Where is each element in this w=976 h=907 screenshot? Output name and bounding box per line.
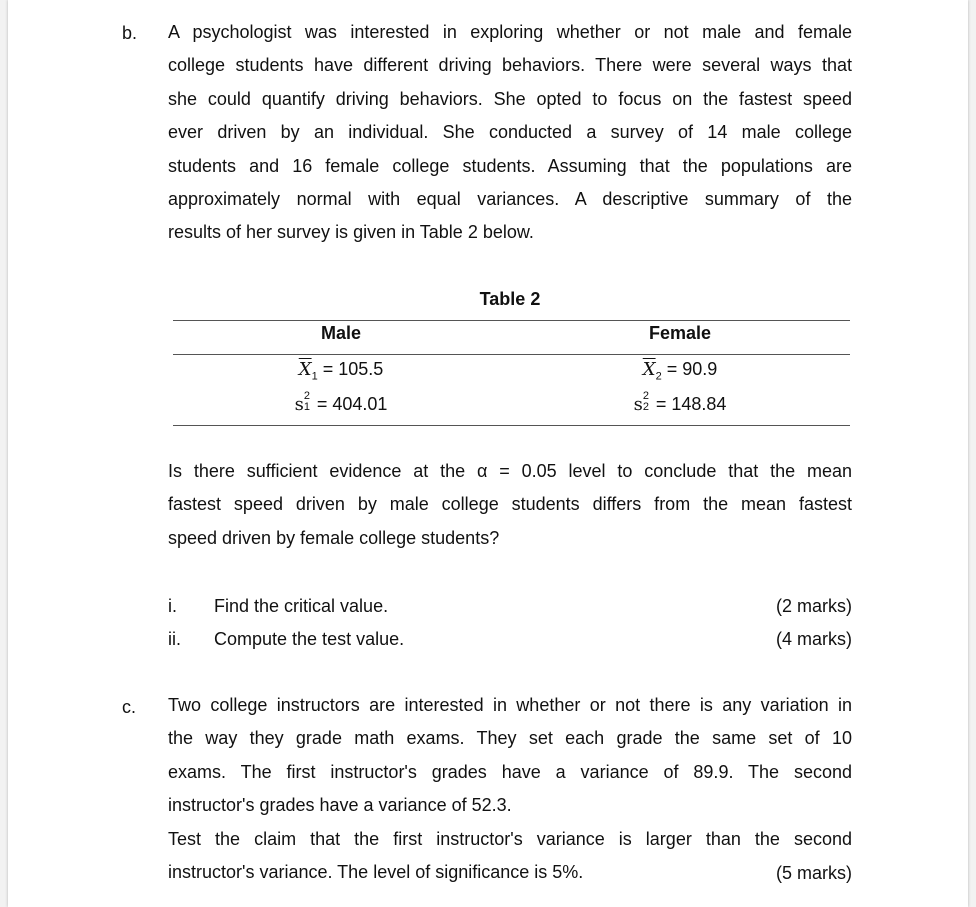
intro-line: A psychologist was interested in exploring whether or not male and female [168, 22, 852, 42]
table-header-rule [173, 354, 850, 355]
female-mean-value: = 90.9 [666, 359, 718, 379]
male-variance-cell [171, 390, 511, 416]
part-c-line: instructor's grades have a variance of 52.3. [168, 795, 512, 816]
part-b-label: b. [122, 23, 138, 43]
intro-line: she could quantify driving behaviors. She opted to focus on the fastest speed [168, 88, 852, 109]
intro-line: approximately normal with equal variances. A descriptive summary of the [168, 188, 852, 209]
table-bottom-rule [173, 425, 850, 426]
question-line: fastest speed driven by male college students differs from the mean fastest [168, 494, 852, 515]
female-mean-cell [510, 358, 850, 381]
female-variance-cell [510, 390, 850, 416]
female-mean-symbol: $\overline{X}$ [642, 359, 656, 380]
female-mean-subscript: 2 [655, 370, 662, 383]
male-mean-subscript: 1 [311, 370, 318, 383]
subpart-ii-number: ii. [168, 629, 181, 649]
male-mean-symbol: $\overline{X}$ [298, 359, 312, 380]
intro-line: ever driven by an individual. She conducted a survey of 14 male college [168, 122, 852, 143]
female-variance-symbol: s [633, 394, 643, 415]
table-header-male: Male [320, 323, 362, 343]
intro-line: college students have different driving behaviors. There were several ways that [168, 55, 852, 76]
part-c-line: Two college instructors are interested in whether or not there is any variation in [168, 695, 852, 715]
subpart-i-text: Find the critical value. [214, 596, 389, 616]
question-line: Is there sufficient evidence at the α = 0.05 level to conclude that the mean [168, 461, 852, 481]
table-header-female: Female [648, 323, 712, 343]
male-variance-superscript: 2 [303, 390, 310, 402]
male-variance-symbol: s [294, 394, 304, 415]
part-c-line: exams. The first instructor's grades have a variance of 89.9. The second [168, 761, 852, 782]
intro-line: results of her survey is given in Table 2 below. [168, 222, 534, 243]
part-c-claim-line: instructor's variance. The level of significance is 5%. [168, 861, 584, 882]
part-c-body [168, 689, 852, 889]
male-variance-value: = 404.01 [316, 394, 388, 414]
part-c-line: the way they grade math exams. They set each grade the same set of 10 [168, 728, 852, 749]
subpart-i-marks: (2 marks) [776, 596, 852, 616]
female-variance-value: = 148.84 [655, 394, 727, 414]
subpart-ii-text: Compute the test value. [214, 629, 405, 649]
part-c-marks: (5 marks) [776, 863, 852, 883]
question-line: speed driven by female college students? [168, 527, 500, 548]
part-c-claim-line: Test the claim that the first instructor's variance is larger than the second [168, 828, 852, 849]
subpart-ii-marks: (4 marks) [776, 629, 852, 649]
male-variance-subscript: 1 [303, 401, 310, 413]
table-title: Table 2 [479, 289, 541, 309]
female-variance-subscript: 2 [642, 401, 649, 413]
male-mean-value: = 105.5 [322, 359, 384, 379]
table-top-rule [173, 320, 850, 321]
part-b-question [168, 455, 852, 555]
male-mean-cell [171, 358, 511, 381]
female-variance-superscript: 2 [642, 390, 649, 402]
subpart-i-number: i. [168, 596, 177, 616]
part-b-intro [168, 16, 852, 250]
intro-line: students and 16 female college students. Assuming that the populations are [168, 155, 852, 176]
part-c-label: c. [122, 697, 137, 717]
document-page [8, 0, 968, 907]
